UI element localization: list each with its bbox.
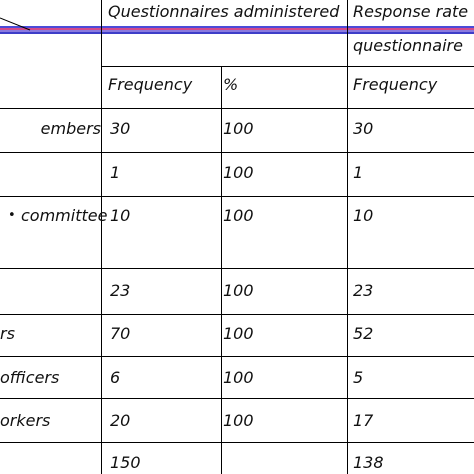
- row-response: 1: [353, 163, 364, 182]
- grid-hline-row2: [0, 196, 474, 197]
- row-frequency: 10: [110, 206, 131, 225]
- grid-hline-row7: [0, 442, 474, 443]
- subheader-frequency-2: Frequency: [353, 75, 438, 94]
- grid-hline-row1: [0, 152, 474, 153]
- grid-vline-3: [347, 0, 348, 474]
- header-highlight-rule: [0, 26, 474, 35]
- row-label: officers: [0, 368, 60, 387]
- subheader-frequency-1: Frequency: [108, 75, 193, 94]
- row-frequency: 70: [110, 324, 131, 343]
- row-response: 52: [353, 324, 374, 343]
- header-questionnaires-administered: Questionnaires administered: [108, 2, 340, 21]
- grid-hline-sub-top: [101, 66, 474, 67]
- grid-hline-header-bottom: [0, 108, 474, 109]
- grid-vline-2: [221, 66, 222, 474]
- header-response-rate: Response rate: [353, 2, 469, 21]
- row-percent: 100: [223, 206, 254, 225]
- total-frequency: 150: [110, 453, 141, 472]
- grid-vline-1: [101, 0, 102, 474]
- row-response: 30: [353, 119, 374, 138]
- row-label: rs: [0, 324, 15, 343]
- row-label: embers: [40, 119, 101, 138]
- row-frequency: 20: [110, 411, 131, 430]
- row-label: committee: [21, 206, 108, 225]
- bullet-icon: •: [8, 208, 16, 223]
- header-questionnaire: questionnaire: [353, 36, 463, 55]
- row-response: 5: [353, 368, 364, 387]
- row-percent: 100: [223, 281, 254, 300]
- grid-hline-row3: [0, 268, 474, 269]
- row-response: 17: [353, 411, 374, 430]
- row-frequency: 6: [110, 368, 121, 387]
- grid-hline-row4: [0, 314, 474, 315]
- row-label: orkers: [0, 411, 51, 430]
- row-percent: 100: [223, 119, 254, 138]
- row-frequency: 23: [110, 281, 131, 300]
- row-percent: 100: [223, 163, 254, 182]
- row-response: 23: [353, 281, 374, 300]
- row-percent: 100: [223, 368, 254, 387]
- row-percent: 100: [223, 324, 254, 343]
- row-frequency: 30: [110, 119, 131, 138]
- grid-hline-row6: [0, 398, 474, 399]
- row-percent: 100: [223, 411, 254, 430]
- grid-hline-row5: [0, 356, 474, 357]
- subheader-percent: %: [223, 75, 239, 94]
- row-frequency: 1: [110, 163, 121, 182]
- row-response: 10: [353, 206, 374, 225]
- total-response: 138: [353, 453, 384, 472]
